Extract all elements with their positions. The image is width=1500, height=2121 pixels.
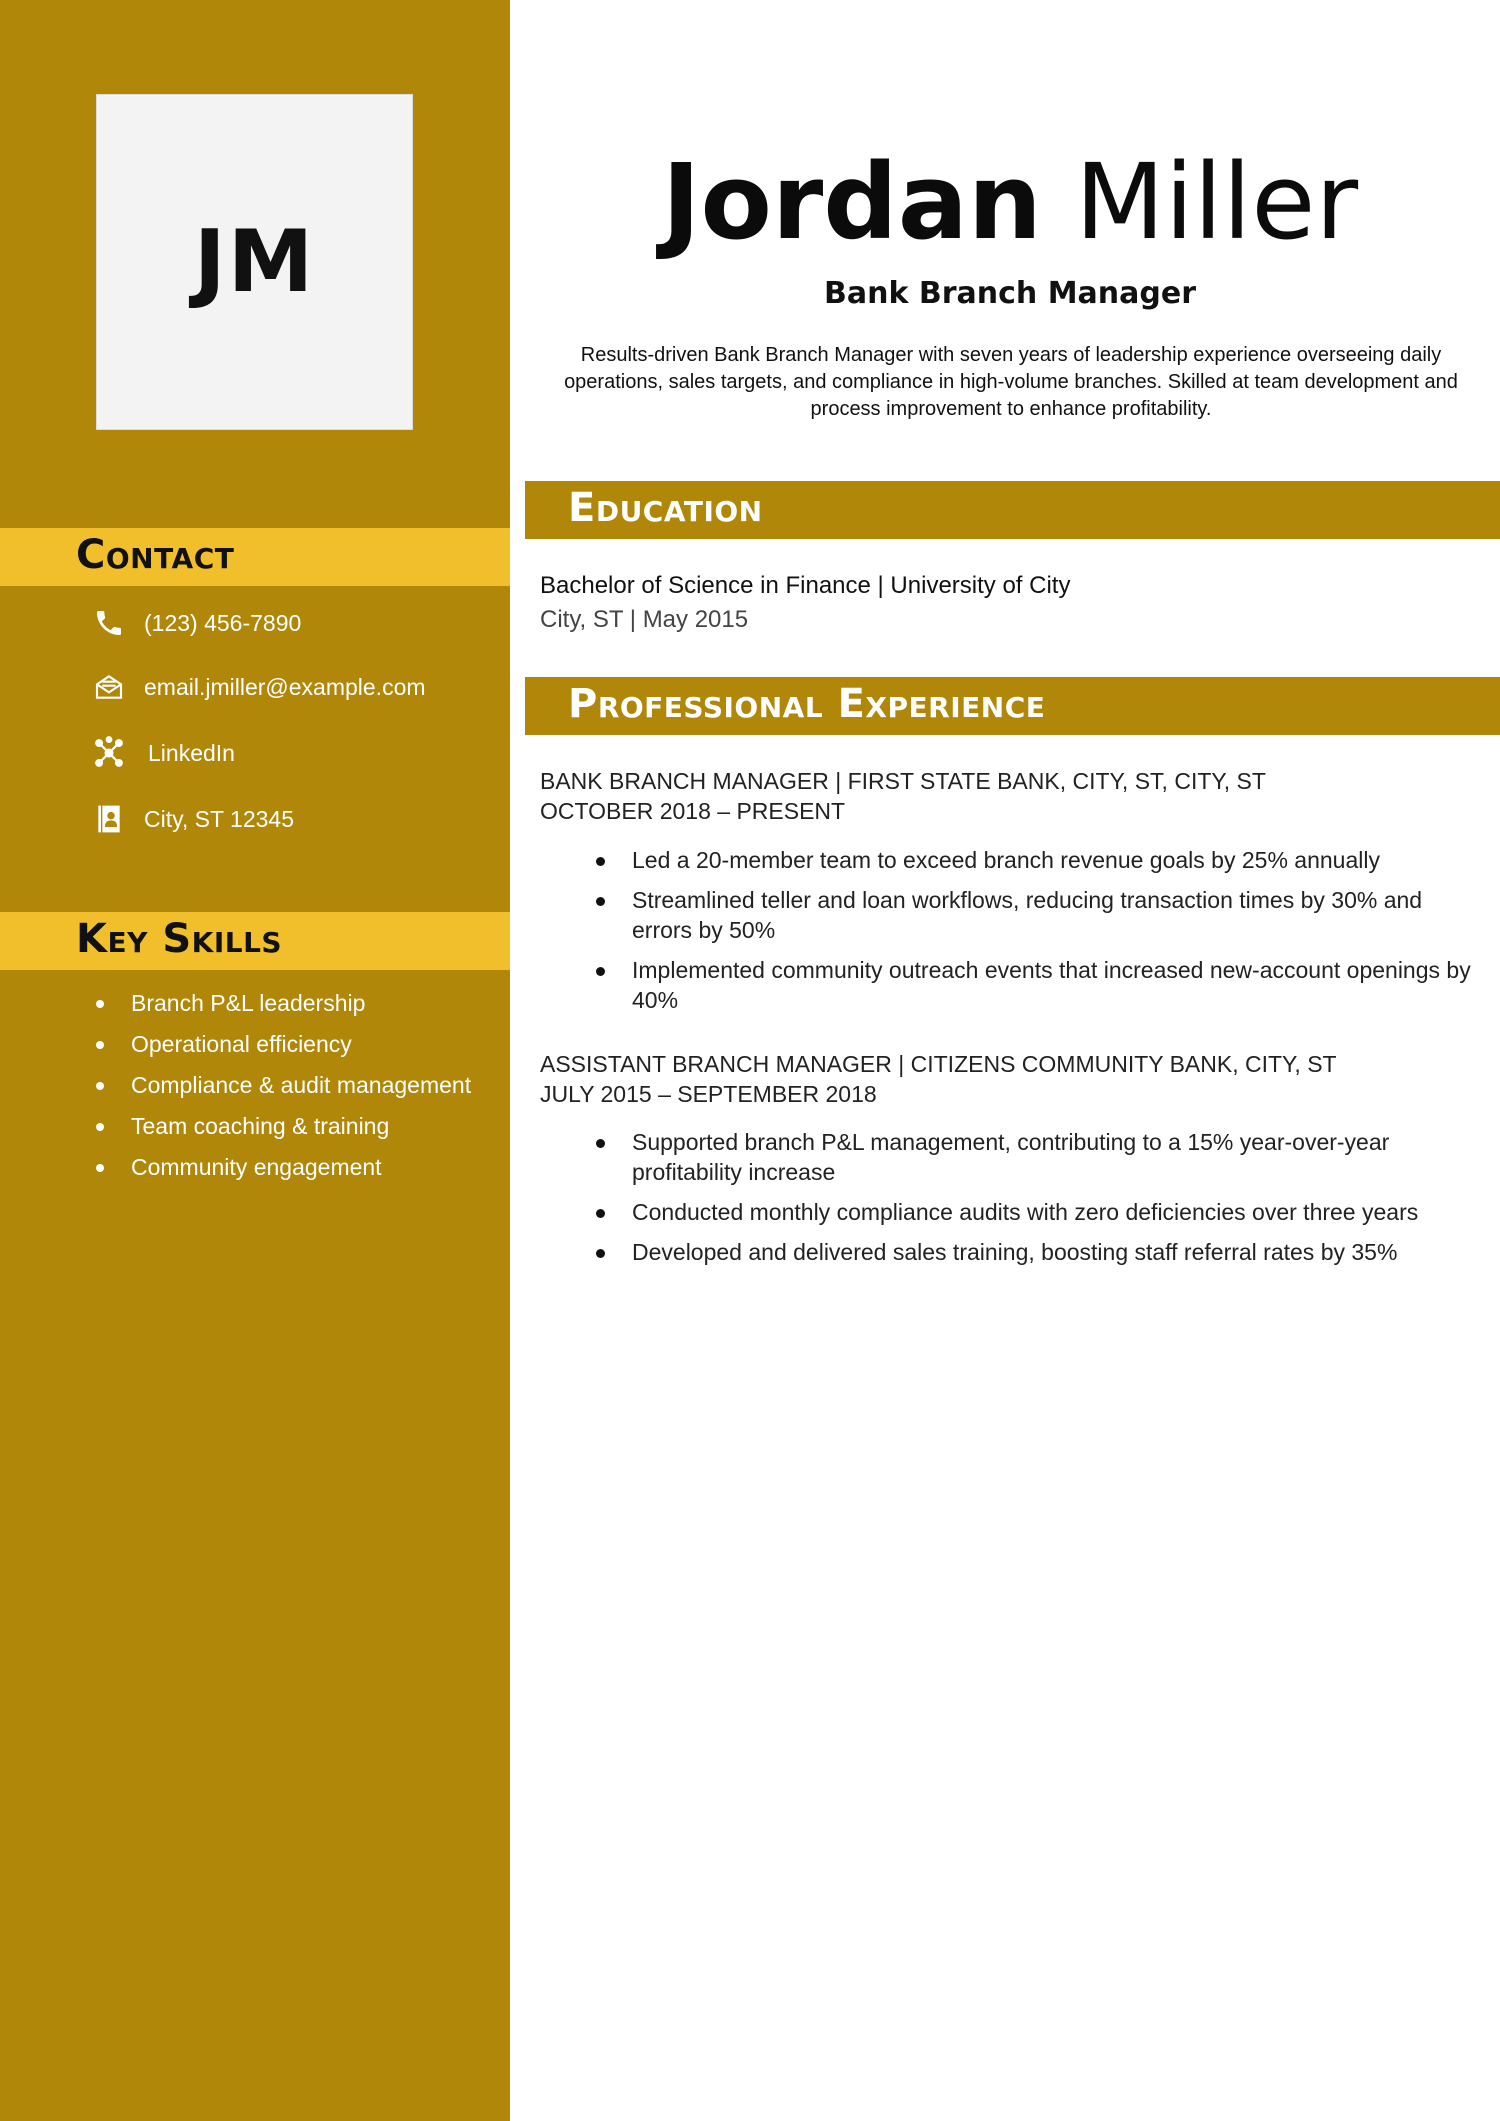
- job-dates: OCTOBER 2018 – PRESENT: [540, 798, 846, 824]
- email-text: email.jmiller@example.com: [144, 673, 426, 700]
- contact-linkedin[interactable]: [92, 733, 235, 773]
- job-role: BANK BRANCH MANAGER | FIRST STATE BANK, CITY, ST, CITY, ST: [540, 768, 1266, 794]
- job-bullets: [596, 1127, 1476, 1277]
- contact-email[interactable]: [92, 667, 426, 707]
- contact-heading-band: [0, 528, 510, 586]
- job-bullet: Implemented community outreach events that increased new-account openings by 40%: [596, 955, 1476, 1015]
- skill-item: Community engagement: [96, 1152, 496, 1183]
- job-bullets: [596, 845, 1476, 1025]
- phone-text: (123) 456-7890: [144, 609, 302, 636]
- job-role: ASSISTANT BRANCH MANAGER | CITIZENS COMMUNITY BANK, CITY, ST: [540, 1051, 1337, 1077]
- education-heading: Education: [568, 485, 763, 531]
- skills-list: [96, 988, 496, 1193]
- job-bullet: Supported branch P&L management, contributing to a 15% year-over-year profitability increase: [596, 1127, 1476, 1187]
- contact-phone[interactable]: [92, 603, 301, 643]
- address-text: City, ST 12345: [144, 805, 295, 832]
- address-book-icon: [92, 802, 126, 836]
- experience-heading-band: [525, 677, 1500, 735]
- experience-heading: Professional Experience: [568, 681, 1046, 727]
- contact-heading: Contact: [76, 532, 235, 578]
- job-bullet: Led a 20-member team to exceed branch revenue goals by 25% annually: [596, 845, 1476, 875]
- job-title: Bank Branch Manager: [823, 276, 1197, 311]
- skills-heading: Key Skills: [76, 916, 283, 962]
- job-header: [540, 1049, 1337, 1109]
- skill-item: Team coaching & training: [96, 1111, 496, 1142]
- candidate-name: [520, 142, 1500, 262]
- first-name: Jordan: [661, 141, 1042, 263]
- network-icon: [92, 736, 126, 770]
- job-bullet: Conducted monthly compliance audits with zero deficiencies over three years: [596, 1197, 1476, 1227]
- skill-item: Branch P&L leadership: [96, 988, 496, 1019]
- last-name: Miller: [1075, 141, 1359, 263]
- job-dates: JULY 2015 – SEPTEMBER 2018: [540, 1081, 877, 1107]
- skill-item: Operational efficiency: [96, 1029, 496, 1060]
- email-icon: [92, 670, 126, 704]
- job-bullet: Streamlined teller and loan workflows, reducing transaction times by 30% and errors by 50%: [596, 885, 1476, 945]
- education-heading-band: [525, 481, 1500, 539]
- job-header: [540, 766, 1266, 826]
- summary: Results-driven Bank Branch Manager with seven years of leadership experience overseeing daily operations, sales targets, and compliance in high-volume branches. Skilled at team development and process improvement to enhance profitability.: [564, 344, 1458, 420]
- skills-heading-band: [0, 912, 510, 970]
- job-bullet: Developed and delivered sales training, boosting staff referral rates by 35%: [596, 1237, 1476, 1267]
- education-degree: Bachelor of Science in Finance | University of City: [540, 572, 1071, 599]
- sidebar: [0, 0, 510, 2121]
- monogram-box: [96, 94, 413, 430]
- linkedin-text: LinkedIn: [148, 739, 235, 766]
- education-location-date: City, ST | May 2015: [540, 606, 749, 633]
- skill-item: Compliance & audit management: [96, 1070, 496, 1101]
- contact-address: [92, 799, 294, 839]
- monogram: JM: [193, 212, 316, 312]
- phone-icon: [92, 606, 126, 640]
